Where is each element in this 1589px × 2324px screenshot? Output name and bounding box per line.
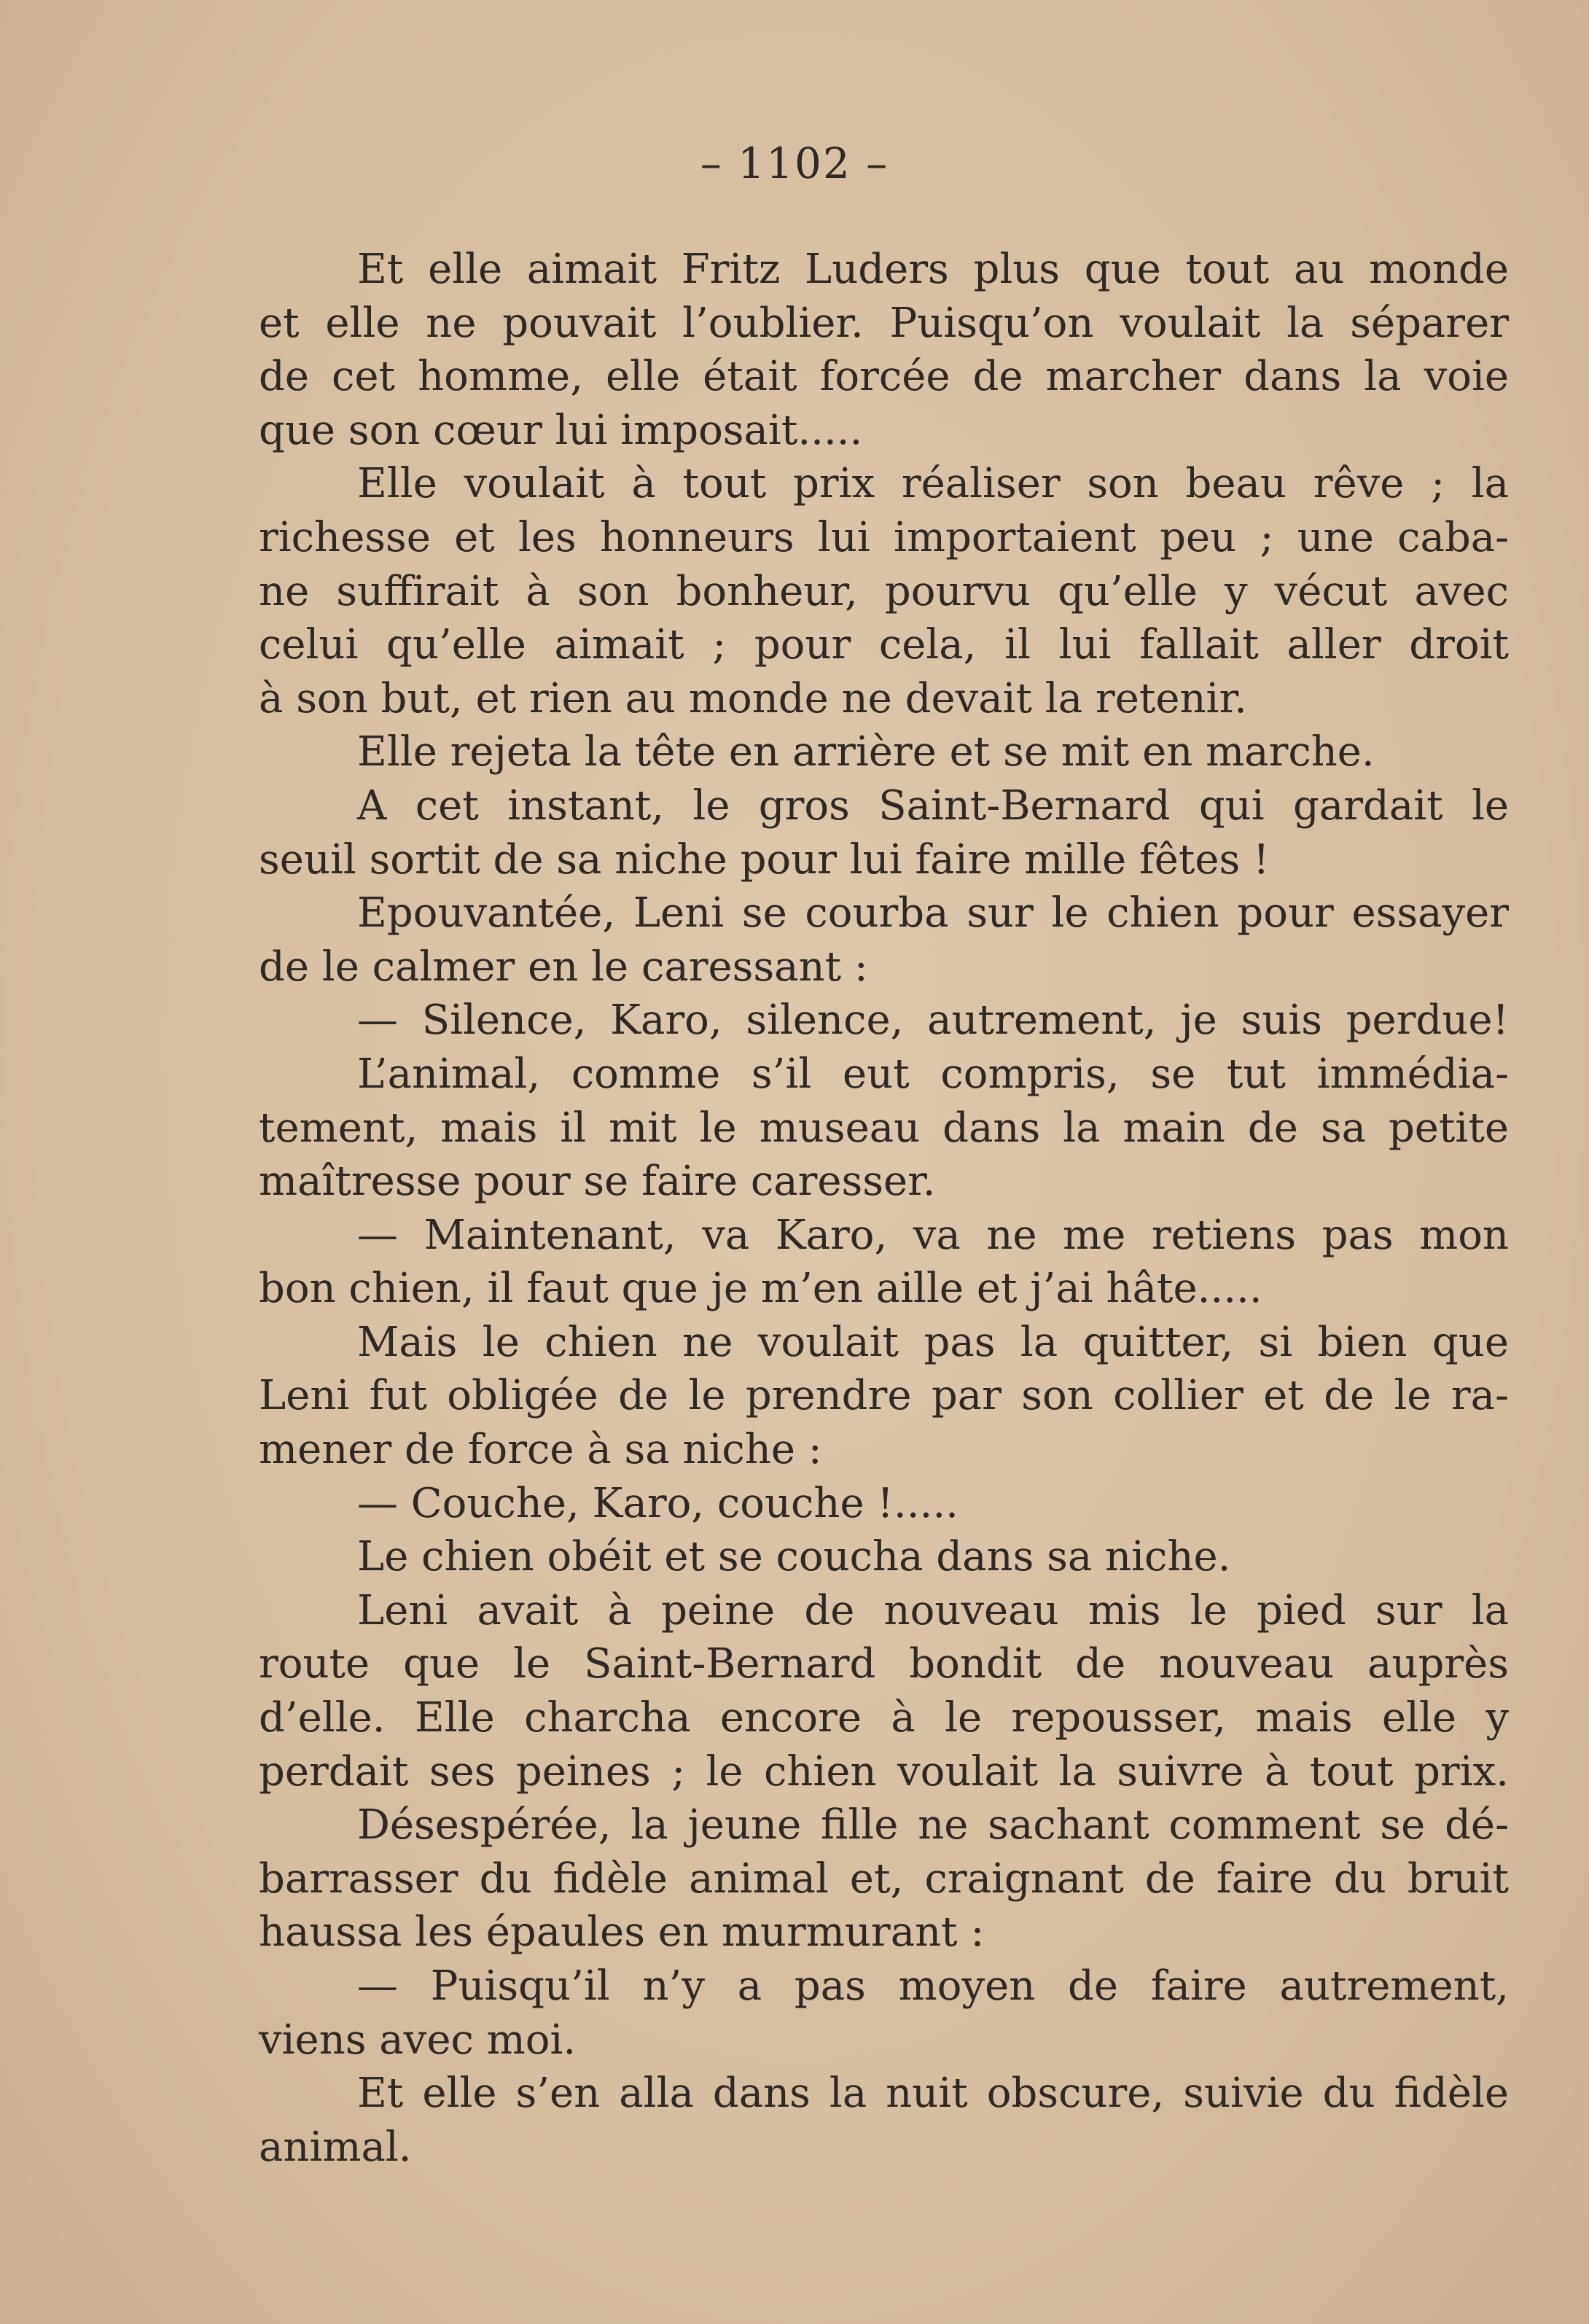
text-line: tement, mais il mit le museau dans la main de sa petite xyxy=(259,1104,1509,1152)
text-line: — Maintenant, va Karo, va ne me retiens pas mon xyxy=(357,1211,1509,1259)
text-line: L’animal, comme s’il eut compris, se tut immédia- xyxy=(357,1050,1509,1098)
body-text xyxy=(259,243,1509,2174)
text-line: — Silence, Karo, silence, autrement, je suis perdue! xyxy=(357,997,1509,1045)
text-line: — Puisqu’il n’y a pas moyen de faire autrement, xyxy=(357,1962,1509,2010)
text-line: richesse et les honneurs lui importaient peu ; une caba- xyxy=(259,513,1509,561)
text-line: à son but, et rien au monde ne devait la retenir. xyxy=(259,674,1247,722)
text-line: viens avec moi. xyxy=(259,2016,577,2064)
text-line: ne suffirait à son bonheur, pourvu qu’elle y vécut avec xyxy=(259,567,1509,615)
text-line: Elle rejeta la tête en arrière et se mit en marche. xyxy=(357,728,1375,776)
text-line: animal. xyxy=(259,2123,412,2171)
text-line: mener de force à sa niche : xyxy=(259,1426,822,1474)
text-line: perdait ses peines ; le chien voulait la suivre à tout prix. xyxy=(259,1747,1509,1795)
text-line: que son cœur lui imposait..... xyxy=(259,406,863,454)
text-line: maîtresse pour se faire caresser. xyxy=(259,1158,936,1206)
text-line: Et elle s’en alla dans la nuit obscure, suivie du fidèle xyxy=(357,2070,1509,2118)
text-line: Désespérée, la jeune fille ne sachant comment se dé- xyxy=(357,1801,1509,1849)
text-line: celui qu’elle aimait ; pour cela, il lui fallait aller droit xyxy=(259,621,1509,669)
text-line: Le chien obéit et se coucha dans sa niche. xyxy=(357,1533,1231,1581)
text-line: Mais le chien ne voulait pas la quitter, si bien que xyxy=(357,1318,1509,1366)
text-line: A cet instant, le gros Saint-Bernard qui gardait le xyxy=(357,781,1509,830)
text-line: Leni avait à peine de nouveau mis le pied sur la xyxy=(357,1586,1509,1634)
text-line: d’elle. Elle charcha encore à le repousser, mais elle y xyxy=(259,1694,1509,1742)
page-number: – 1102 – xyxy=(700,139,889,188)
text-line: de le calmer en le caressant : xyxy=(259,943,868,991)
text-line: de cet homme, elle était forcée de marcher dans la voie xyxy=(259,353,1509,401)
text-line: haussa les épaules en murmurant : xyxy=(259,1908,985,1957)
text-line: route que le Saint-Bernard bondit de nouveau auprès xyxy=(259,1640,1509,1688)
text-line: bon chien, il faut que je m’en aille et j’ai hâte..... xyxy=(259,1265,1262,1313)
text-line: barrasser du fidèle animal et, craignant de faire du bruit xyxy=(259,1855,1509,1903)
text-line: et elle ne pouvait l’oublier. Puisqu’on voulait la séparer xyxy=(259,299,1509,347)
text-line: — Couche, Karo, couche !..... xyxy=(357,1479,959,1527)
text-line: Leni fut obligée de le prendre par son collier et de le ra- xyxy=(259,1372,1509,1420)
text-line: Elle voulait à tout prix réaliser son beau rêve ; la xyxy=(357,460,1509,508)
text-line: Et elle aimait Fritz Luders plus que tout au monde xyxy=(357,246,1509,293)
text-line: Epouvantée, Leni se courba sur le chien pour essayer xyxy=(357,889,1509,937)
text-line: seuil sortit de sa niche pour lui faire mille fêtes ! xyxy=(259,835,1270,884)
